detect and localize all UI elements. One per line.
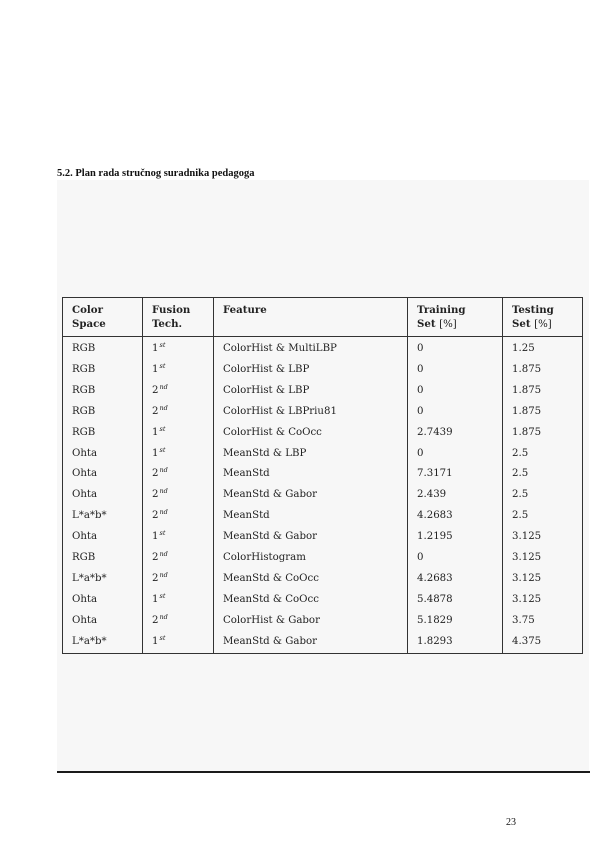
header-feature: Feature: [214, 298, 408, 337]
cell-fusion-tech: 1st: [143, 590, 214, 611]
cell-training-set: 4.2683: [408, 569, 503, 590]
cell-training-set: 5.4878: [408, 590, 503, 611]
header-fusion-tech: Fusion Tech.: [143, 298, 214, 337]
results-table: [62, 297, 583, 654]
cell-color-space: Ohta: [63, 485, 143, 506]
cell-testing-set: 3.125: [512, 531, 542, 543]
cell-feature: ColorHist & Gabor: [214, 611, 408, 632]
cell-testing-set: 1.875: [512, 426, 542, 438]
cell-testing-set: 3.125: [512, 552, 542, 564]
cell-feature: MeanStd: [214, 506, 408, 527]
cell-training-set: 2.439: [408, 485, 503, 506]
cell-testing-set: 3.125: [512, 593, 542, 605]
cell-fusion-tech: 1st: [143, 423, 214, 444]
cell-training-set: 5.1829: [408, 611, 503, 632]
table-row: [63, 337, 583, 360]
table-row: [63, 527, 583, 548]
cell-feature: MeanStd & Gabor: [214, 632, 408, 653]
bottom-divider: [57, 771, 590, 773]
header-training-set: Training Set [%]: [408, 298, 503, 337]
cell-training-set: 1.8293: [408, 632, 503, 653]
cell-testing-set: 1.25: [512, 343, 535, 354]
table-row: [63, 632, 583, 653]
cell-color-space: L*a*b*: [63, 569, 143, 590]
cell-feature: MeanStd & CoOcc: [214, 569, 408, 590]
cell-fusion-tech: 2nd: [143, 569, 214, 590]
cell-fusion-tech: 2nd: [143, 548, 214, 569]
cell-testing-set: 1.875: [512, 384, 542, 396]
cell-fusion-tech: 1st: [143, 527, 214, 548]
cell-testing-set: 2.5: [512, 447, 529, 459]
cell-testing-set: 2.5: [512, 489, 529, 501]
table-row: [63, 548, 583, 569]
header-color-space: Color Space: [63, 298, 143, 337]
cell-fusion-tech: 2nd: [143, 402, 214, 423]
cell-training-set: 2.7439: [408, 423, 503, 444]
cell-color-space: RGB: [63, 337, 143, 360]
cell-color-space: L*a*b*: [63, 506, 143, 527]
cell-color-space: RGB: [63, 381, 143, 402]
cell-color-space: RGB: [63, 548, 143, 569]
cell-color-space: L*a*b*: [63, 632, 143, 653]
cell-testing-set: 2.5: [512, 468, 529, 480]
page-number: 23: [506, 817, 516, 828]
cell-testing-set: 2.5: [512, 510, 529, 522]
cell-fusion-tech: 1st: [143, 337, 214, 360]
cell-feature: MeanStd & Gabor: [214, 485, 408, 506]
table-header-row: [63, 298, 583, 337]
table-row: [63, 611, 583, 632]
cell-color-space: Ohta: [63, 611, 143, 632]
cell-fusion-tech: 2nd: [143, 485, 214, 506]
cell-training-set: 0: [408, 444, 503, 465]
cell-feature: ColorHist & CoOcc: [214, 423, 408, 444]
table-row: [63, 423, 583, 444]
cell-training-set: 0: [408, 337, 503, 360]
table-row: [63, 485, 583, 506]
cell-testing-set: 1.875: [512, 363, 542, 375]
cell-feature: MeanStd & CoOcc: [214, 590, 408, 611]
table-row: [63, 569, 583, 590]
cell-testing-set: 1.875: [512, 405, 542, 417]
cell-color-space: RGB: [63, 423, 143, 444]
cell-fusion-tech: 2nd: [143, 611, 214, 632]
cell-fusion-tech: 2nd: [143, 506, 214, 527]
cell-fusion-tech: 1st: [143, 444, 214, 465]
cell-fusion-tech: 2nd: [143, 464, 214, 485]
table-row: [63, 444, 583, 465]
section-heading: 5.2. Plan rada stručnog suradnika pedagoga: [57, 168, 255, 179]
table-row: [63, 506, 583, 527]
cell-color-space: Ohta: [63, 590, 143, 611]
cell-feature: ColorHistogram: [214, 548, 408, 569]
cell-color-space: RGB: [63, 402, 143, 423]
cell-fusion-tech: 1st: [143, 360, 214, 381]
cell-training-set: 0: [408, 548, 503, 569]
cell-testing-set: 3.125: [512, 572, 542, 584]
cell-fusion-tech: 1st: [143, 632, 214, 653]
cell-color-space: Ohta: [63, 464, 143, 485]
cell-feature: MeanStd: [214, 464, 408, 485]
cell-training-set: 0: [408, 402, 503, 423]
cell-training-set: 0: [408, 381, 503, 402]
cell-color-space: Ohta: [63, 527, 143, 548]
cell-training-set: 7.3171: [408, 464, 503, 485]
table-row: [63, 360, 583, 381]
cell-color-space: Ohta: [63, 444, 143, 465]
cell-training-set: 1.2195: [408, 527, 503, 548]
cell-feature: ColorHist & LBP: [214, 381, 408, 402]
cell-testing-set: 3.75: [512, 614, 535, 626]
cell-training-set: 0: [408, 360, 503, 381]
table-row: [63, 402, 583, 423]
cell-fusion-tech: 2nd: [143, 381, 214, 402]
cell-feature: MeanStd & LBP: [214, 444, 408, 465]
header-testing-set: Testing Set [%]: [503, 298, 583, 337]
cell-feature: ColorHist & LBP: [214, 360, 408, 381]
table-row: [63, 381, 583, 402]
table-row: [63, 590, 583, 611]
table-row: [63, 464, 583, 485]
cell-feature: ColorHist & LBPriu81: [214, 402, 408, 423]
cell-testing-set: 4.375: [512, 635, 542, 647]
cell-training-set: 4.2683: [408, 506, 503, 527]
table-body: [63, 337, 583, 654]
cell-feature: ColorHist & MultiLBP: [214, 337, 408, 360]
cell-feature: MeanStd & Gabor: [214, 527, 408, 548]
cell-color-space: RGB: [63, 360, 143, 381]
